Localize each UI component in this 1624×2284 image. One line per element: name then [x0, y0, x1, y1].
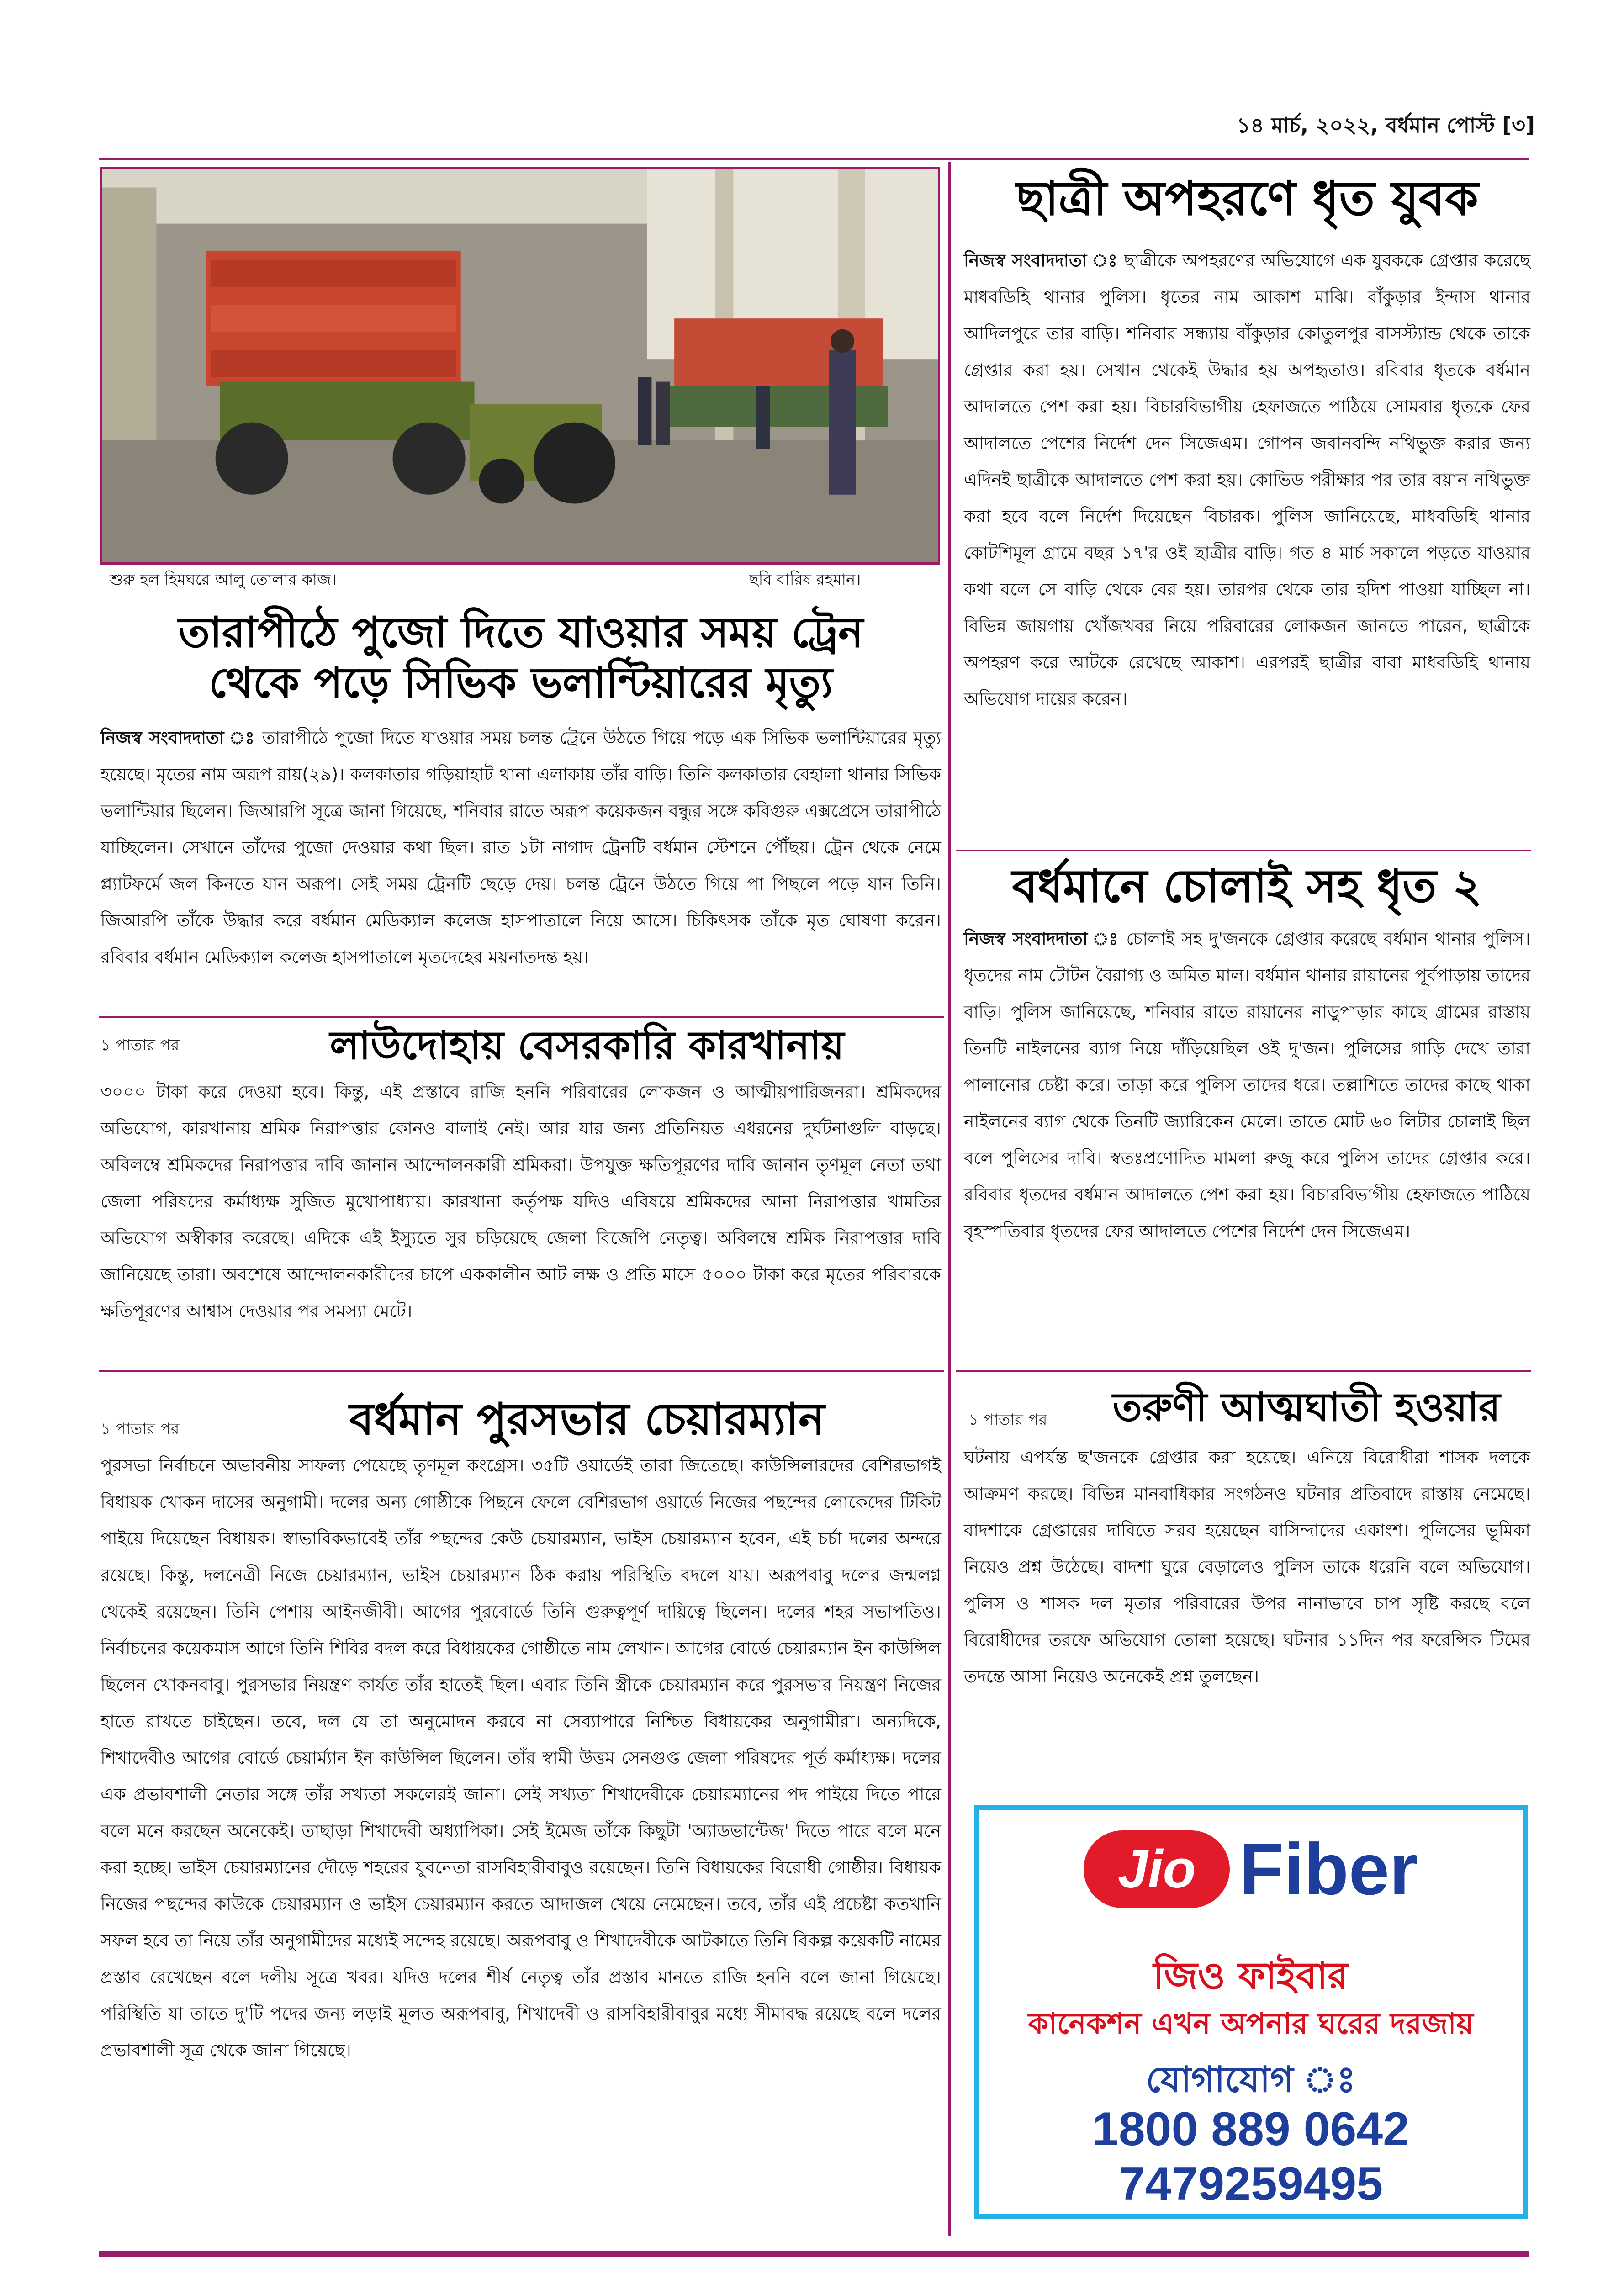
- fiber-wordmark: Fiber: [1239, 1828, 1418, 1910]
- kidnap-byline: নিজস্ব সংবাদদাতা ঃ: [964, 250, 1118, 270]
- tarapith-headline-line2: থেকে পড়ে সিভিক ভলান্টিয়ারের মৃত্যু: [208, 658, 833, 708]
- liquor-byline: নিজস্ব সংবাদদাতা ঃ: [964, 929, 1120, 949]
- jio-fiber-advertisement[interactable]: [974, 1805, 1528, 2219]
- jio-logo-row: [979, 1828, 1523, 1910]
- kidnap-body-text: ছাত্রীকে অপহরণের অভিযোগে এক যুবককে গ্রেপ্তার করেছে মাধবডিহি থানার পুলিস। ধৃতের নাম আকাশ মাঝি। বাঁকুড়ার ইন্দাস থানার আদিলপুরে তার বাড়ি। শনিবার সন্ধ্যায় বাঁকুড়ার কোতুলপুর বাসস্ট্যান্ড থেকে তাকে গ্রেপ্তার করা হয়। সেখান থেকেই উদ্ধার হয় অপহৃতাও। রবিবার ধৃতকে বর্ধমান আদালতে পেশ করা হয়। বিচারবিভাগীয় হেফাজতে পাঠিয়ে সোমবার ধৃতকে ফের আদালতে পেশের নির্দেশ দেন সিজেএম। গোপন জবানবন্দি নথিভুক্ত করার জন্য এদিনই ছাত্রীকে আদালতে পেশ করা হয়। কোভিড পরীক্ষার পর তার বয়ান নথিভুক্ত করা হবে বলে নির্দেশ দিয়েছেন বিচারক। পুলিস জানিয়েছে, মাধবডিহি থানার কোটশিমূল গ্রামে বছর ১৭'র ওই ছাত্রীর বাড়ি। গত ৪ মার্চ সকালে পড়তে যাওয়ার কথা বলে সে বাড়ি থেকে বের হয়। তারপর থেকে তার হদিশ পাওয়া যাচ্ছিল না। বিভিন্ন জায়গায় খোঁজখবর নিয়ে পরিবারের লোকজন জানতে পারেন, ছাত্রীকে অপহরণ করে আটকে রেখেছে আকাশ। এরপরই ছাত্রীর বাবা মাধবডিহি থানায় অভিযোগ দায়ের করেন।: [964, 250, 1530, 709]
- ad-phone-2[interactable]: 7479259495: [1118, 2157, 1383, 2210]
- kidnap-headline: ছাত্রী অপহরণে ধৃত যুবক: [1016, 170, 1479, 226]
- page-dateline: ১৪ মার্চ, ২০২২, বর্ধমান পোস্ট [৩]: [1237, 113, 1535, 137]
- liquor-story-body: [964, 920, 1530, 1446]
- column-divider: [948, 162, 951, 2236]
- factory-story-body: ৩০০০ টাকা করে দেওয়া হবে। কিন্তু, এই প্রস্তাবে রাজি হননি পরিবারের লোকজন ও আত্মীয়পারিজনরা। শ্রমিকদের অভিযোগ, কারখানায় শ্রমিক নিরাপত্তার কোনও বালাই নেই। আর যার জন্য প্রতিনিয়ত এধরনের দুর্ঘটনাগুলি বাড়ছে। অবিলম্বে শ্রমিকদের নিরাপত্তার দাবি জানান আন্দোলনকারী শ্রমিকরা। উপযুক্ত ক্ষতিপূরণের দাবি জানান তৃণমূল নেতা তথা জেলা পরিষদের কর্মাধ্যক্ষ সুজিত মুখোপাধ্যায়। কারখানা কর্তৃপক্ষ যদিও এবিষয়ে শ্রমিকদের আনা নিরাপত্তার খামতির অভিযোগ অস্বীকার করেছে। এদিকে এই ইস্যুতে সুর চড়িয়েছে জেলা বিজেপি নেতৃত্ব। অবিলম্বে শ্রমিক নিরাপত্তার দাবি জানিয়েছে তারা। অবশেষে আন্দোলনকারীদের চাপে এককালীন আট লক্ষ ও প্রতি মাসে ৫০০০ টাকা করে মৃতের পরিবারকে ক্ষতিপূরণের আশ্বাস দেওয়ার পর সমস্যা মেটে।: [101, 1082, 941, 1321]
- photo-illustration: [102, 169, 938, 562]
- suicide-headline: তরুণী আত্মঘাতী হওয়ার: [1112, 1385, 1501, 1430]
- suicide-story-body: ঘটনায় এপর্যন্ত ছ'জনকে গ্রেপ্তার করা হয়েছে। এনিয়ে বিরোধীরা শাসক দলকে আক্রমণ করছে। বিভিন্ন মানবাধিকার সংগঠনও ঘটনার প্রতিবাদে রাস্তায় নেমেছে। বাদশাকে গ্রেপ্তারের দাবিতে সরব হয়েছেন বাসিন্দাদের একাংশ। পুলিসের ভূমিকা নিয়েও প্রশ্ন উঠেছে। বাদশা ঘুরে বেড়ালেও পুলিস তাকে ধরেনি বলে অভিযোগ। পুলিস ও শাসক দল মৃতার পরিবারের উপর নানাভাবে চাপ সৃষ্টি করছে বলে বিরোধীদের তরফে অভিযোগ তোলা হয়েছে। ঘটনার ১১দিন পর ফরেন্সিক টিমের তদন্তে আসা নিয়েও অনেকেই প্রশ্ন তুলছেন।: [964, 1447, 1530, 1687]
- section-rule: [956, 850, 1531, 851]
- chairman-continued-label: ১ পাতার পর: [101, 1420, 180, 1438]
- potato-storage-photo: [100, 167, 940, 565]
- tarapith-byline: নিজস্ব সংবাদদাতা ঃ: [101, 728, 256, 748]
- kidnap-story-body: [964, 242, 1530, 850]
- chairman-story-body: পুরসভা নির্বাচনে অভাবনীয় সাফল্য পেয়েছে তৃণমূল কংগ্রেস। ৩৫টি ওয়ার্ডেই তারা জিতেছে। কাউন্সিলারদের বেশিরভাগই বিধায়ক খোকন দাসের অনুগামী। দলের অন্য গোষ্ঠীকে পিছনে ফেলে বেশিরভাগ ওয়ার্ডে নিজের পছন্দের লোকেদের টিকিট পাইয়ে দিয়েছেন বিধায়ক। স্বাভাবিকভাবেই তাঁর পছন্দের কেউ চেয়ারম্যান, ভাইস চেয়ারম্যান হবেন, এই চর্চা দলের অন্দরে রয়েছে। কিন্তু, দলনেত্রী নিজে চেয়ারম্যান, ভাইস চেয়ারম্যান ঠিক করায় পরিস্থিতি বদলে যায়। অরূপবাবু দলের জন্মলগ্ন থেকেই রয়েছেন। তিনি পেশায় আইনজীবী। আগের পুরবোর্ডে তিনি গুরুত্বপূর্ণ দায়িত্বে ছিলেন। দলের শহর সভাপতিও। নির্বাচনের কয়েকমাস আগে তিনি শিবির বদল করে বিধায়কের গোষ্ঠীতে নাম লেখান। আগের বোর্ডে চেয়ারম্যান ইন কাউন্সিল ছিলেন খোকনবাবু। পুরসভার নিয়ন্ত্রণ কার্যত তাঁর হাতেই ছিল। এবার তিনি স্ত্রীকে চেয়ারম্যান করে পুরসভার নিয়ন্ত্রণ নিজের হাতে রাখতে চাইছেন। তবে, দল যে তা অনুমোদন করবে না সেব্যাপারে নিশ্চিত বিধায়কের অনুগামীরা। অন্যদিকে, শিখাদেবীও আগের বোর্ডে চেয়ার্ম্যান ইন কাউন্সিল ছিলেন। তাঁর স্বামী উত্তম সেনগুপ্ত জেলা পরিষদের পূর্ত কর্মাধ্যক্ষ। দলের এক প্রভাবশালী নেতার সঙ্গে তাঁর সখ্যতা সকলেরই জানা। সেই সখ্যতা শিখাদেবীকে চেয়ারম্যানের পদ পাইয়ে দিতে পারে বলে মনে করছেন অনেকেই। তাছাড়া শিখাদেবী অধ্যাপিকা। সেই ইমেজ তাঁকে কিছুটা 'অ্যাডভান্টেজ' দিতে পারে বলে মনে করা হচ্ছে। ভাইস চেয়ারম্যানের দৌড়ে শহরের যুবনেতা রাসবিহারীবাবুও রয়েছেন। তিনি বিধায়কের বিরোধী গোষ্ঠীর। বিধায়ক নিজের পছন্দের কাউকে চেয়ারম্যান ও ভাইস চেয়ারম্যান করতে আদাজল খেয়ে নেমেছেন। তবে, তাঁর এই প্রচেষ্টা কতখানি সফল হবে তা নিয়ে তাঁর অনুগামীদের মধ্যেই সন্দেহ রয়েছে। অরূপবাবু ও শিখাদেবীকে আটকাতে তিনি বিকল্প কয়েকটি নামের প্রস্তাব রেখেছেন বলে দলীয় সূত্রে খবর। যদিও দলের শীর্ষ নেতৃত্ব তাঁর প্রস্তাব মানতে রাজি হননি বলে জানা গিয়েছে। পরিস্থিতি যা তাতে দু'টি পদের জন্য লড়াই মূলত অরূপবাবু, শিখাদেবী ও রাসবিহারীবাবুর মধ্যে সীমাবদ্ধ রয়েছে বলে দলের প্রভাবশালী সূত্র থেকে জানা গিয়েছে।: [101, 1455, 941, 2060]
- footer-rule: [99, 2251, 1529, 2257]
- tarapith-headline-line1: তারাপীঠে পুজো দিতে যাওয়ার সময় ট্রেন: [178, 608, 863, 657]
- ad-contact-label: যোগাযোগ ঃ: [1146, 2059, 1356, 2100]
- ad-phone-1[interactable]: 1800 889 0642: [1092, 2103, 1410, 2156]
- suicide-continued-label: ১ পাতার পর: [968, 1411, 1047, 1429]
- photo-credit: ছবি বারিষ রহমান।: [749, 571, 861, 589]
- factory-continued-label: ১ পাতার পর: [101, 1036, 180, 1054]
- section-rule: [99, 1016, 944, 1018]
- tarapith-headline: [101, 608, 941, 708]
- section-rule: [956, 1370, 1531, 1372]
- factory-headline: লাউদোহায় বেসরকারি কারখানায়: [330, 1023, 844, 1068]
- chairman-headline: বর্ধমান পুরসভার চেয়ারম্যান: [349, 1394, 825, 1445]
- photo-caption: শুরু হল হিমঘরে আলু তোলার কাজ।: [110, 571, 337, 589]
- liquor-body-text: চোলাই সহ দু'জনকে গ্রেপ্তার করেছে বর্ধমান থানার পুলিস। ধৃতদের নাম টোটন বৈরাগ্য ও অমিত মাল। বর্ধমান থানার রায়ানের পূর্বপাড়ায় তাদের বাড়ি। পুলিস জানিয়েছে, শনিবার রাতে রায়ানের নাড়ুপাড়ার কাছে গ্রামের রাস্তায় তিনটি নাইলনের ব্যাগ নিয়ে দাঁড়িয়েছিল ওই দু'জন। পুলিসের গাড়ি দেখে তারা পালানোর চেষ্টা করে। তাড়া করে পুলিস তাদের ধরে। তল্লাশিতে তাদের কাছে থাকা নাইলনের ব্যাগ থেকে তিনটি জ্যারিকেন মেলে। তাতে মোট ৬০ লিটার চোলাই ছিল বলে পুলিসের দাবি। স্বতঃপ্রণোদিত মামলা রুজু করে পুলিস তাদের গ্রেপ্তার করে। রবিবার ধৃতদের বর্ধমান আদালতে পেশ করা হয়। বিচারবিভাগীয় হেফাজতে পাঠিয়ে বৃহস্পতিবার ধৃতদের ফের আদালতে পেশের নির্দেশ দেন সিজেএম।: [964, 929, 1530, 1241]
- jio-logo: Jio: [1084, 1830, 1230, 1908]
- ad-tagline: কানেকশন এখন অপনার ঘরের দরজায়: [1028, 2007, 1474, 2041]
- tarapith-story-body: [101, 719, 941, 1012]
- liquor-headline: বর্ধমানে চোলাই সহ ধৃত ২: [1012, 859, 1482, 913]
- section-rule: [99, 1370, 944, 1372]
- tarapith-body-text: তারাপীঠে পুজো দিতে যাওয়ার সময় চলন্ত ট্রেনে উঠতে গিয়ে পড়ে এক সিভিক ভলান্টিয়ারের মৃত্যু হয়েছে। মৃতের নাম অরূপ রায়(২৯)। কলকাতার গড়িয়াহাট থানা এলাকায় তাঁর বাড়ি। তিনি কলকাতার বেহালা থানার সিভিক ভলান্টিয়ার ছিলেন। জিআরপি সূত্রে জানা গিয়েছে, শনিবার রাতে অরূপ কয়েকজন বন্ধুর সঙ্গে কবিগুরু এক্সপ্রেসে তারাপীঠে যাচ্ছিলেন। সেখানে তাঁদের পুজো দেওয়ার কথা ছিল। রাত ১টা নাগাদ ট্রেনটি বর্ধমান স্টেশনে পৌঁছয়। ট্রেন থেকে নেমে প্ল্যাটফর্মে জল কিনতে যান অরূপ। সেই সময় ট্রেনটি ছেড়ে দেয়। চলন্ত ট্রেনে উঠতে গিয়ে পা পিছলে পড়ে যান তিনি। জিআরপি তাঁকে উদ্ধার করে বর্ধমান মেডিক্যাল কলেজ হাসপাতালে নিয়ে আসে। চিকিৎসক তাঁকে মৃত ঘোষণা করেন। রবিবার বর্ধমান মেডিক্যাল কলেজ হাসপাতালে মৃতদেহের ময়নাতদন্ত হয়।: [101, 728, 941, 967]
- header-rule: [99, 158, 1529, 160]
- ad-bengali-brand: জিও ফাইবার: [1153, 1954, 1349, 1998]
